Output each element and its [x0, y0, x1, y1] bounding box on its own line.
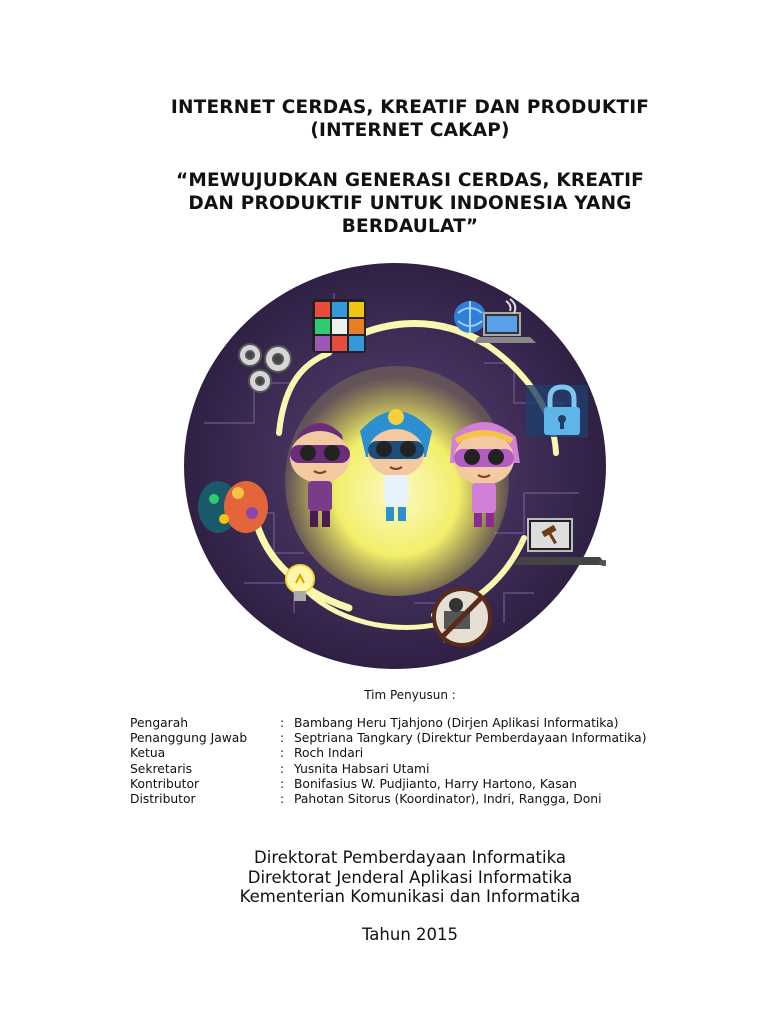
- team-name: Bonifasius W. Pudjianto, Harry Hartono, Kasan: [294, 776, 577, 791]
- team-row: [130, 716, 647, 731]
- team-row: [130, 731, 647, 746]
- team-row: [130, 762, 647, 777]
- team-colon: :: [280, 746, 285, 761]
- team-name: Pahotan Sitorus (Koordinator), Indri, Rangga, Doni: [294, 792, 602, 807]
- team-name: Roch Indari: [294, 746, 364, 761]
- team-name: Yusnita Habsari Utami: [294, 761, 430, 776]
- brain-icon: [198, 481, 268, 533]
- publication-year: Tahun 2015: [361, 924, 459, 944]
- team-role: Pengarah: [130, 716, 189, 730]
- team-row: [130, 792, 647, 807]
- team-role: Ketua: [130, 746, 166, 761]
- team-row: [130, 777, 647, 792]
- team-row: [130, 746, 647, 761]
- subtitle-line: DAN PRODUKTIF UNTUK INDONESIA YANG: [188, 193, 632, 214]
- publisher-block: [0, 848, 768, 944]
- title-line: INTERNET CERDAS, KREATIF DAN PRODUKTIF: [170, 97, 650, 118]
- team-name: Septriana Tangkary (Direktur Pemberdayaan Informatika): [294, 731, 647, 746]
- team-colon: :: [280, 776, 285, 791]
- team-colon: :: [280, 761, 285, 776]
- team-role: Distributor: [130, 792, 196, 807]
- publisher-line: Direktorat Pemberdayaan Informatika: [254, 848, 566, 867]
- padlock-icon: [526, 385, 588, 437]
- team-colon: :: [280, 716, 285, 730]
- publisher-line: Kementerian Komunikasi dan Informatika: [239, 887, 581, 906]
- cover-illustration: [184, 263, 606, 669]
- document-title: [0, 96, 768, 238]
- team-table: [130, 716, 647, 807]
- team-colon: :: [280, 792, 285, 807]
- team-role: Sekretaris: [130, 761, 193, 776]
- team-heading: Tim Penyusun :: [364, 688, 456, 702]
- no-hacker-icon: [434, 589, 490, 645]
- team-name: Bambang Heru Tjahjono (Dirjen Aplikasi Informatika): [294, 716, 619, 730]
- subtitle-line: “MEWUJUDKAN GENERASI CERDAS, KREATIF: [176, 170, 644, 191]
- team-role: Kontributor: [130, 776, 200, 791]
- title-line: (INTERNET CAKAP): [310, 120, 510, 141]
- subtitle-line: BERDAULAT”: [341, 216, 479, 237]
- rubiks-cube-icon: [312, 299, 366, 353]
- team-colon: :: [280, 731, 285, 746]
- publisher-line: Direktorat Jenderal Aplikasi Informatika: [247, 867, 573, 887]
- team-role: Penanggung Jawab: [130, 731, 248, 746]
